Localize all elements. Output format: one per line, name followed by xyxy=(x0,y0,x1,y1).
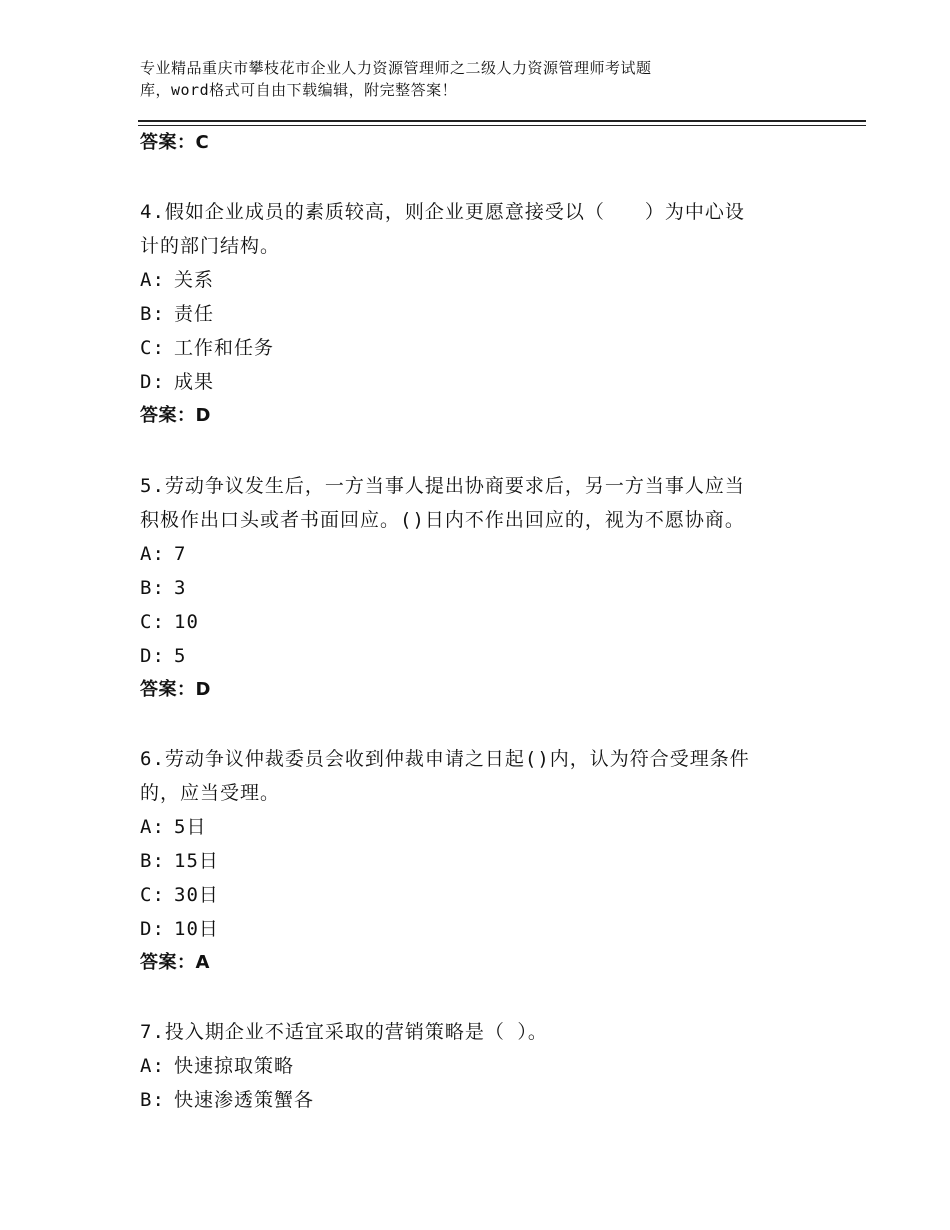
question-text: 7.投入期企业不适宜采取的营销策略是（ ）。 xyxy=(140,1021,548,1043)
option-label: D: xyxy=(140,371,165,393)
option-text: 5日 xyxy=(174,816,207,838)
option-c xyxy=(140,882,219,908)
option-b xyxy=(140,848,219,874)
option-label: A: xyxy=(140,269,165,291)
option-text: 关系 xyxy=(174,269,215,291)
answer: 答案：D xyxy=(140,405,211,426)
option-c xyxy=(140,609,199,635)
option-label: B: xyxy=(140,850,165,872)
question-text-cont: 的，应当受理。 xyxy=(140,782,281,804)
option-label: D: xyxy=(140,918,165,940)
option-c xyxy=(140,335,274,361)
option-text: 责任 xyxy=(174,303,215,325)
option-text: 成果 xyxy=(174,371,215,393)
option-b xyxy=(140,301,214,327)
header-rule-thick xyxy=(138,120,866,122)
option-label: B: xyxy=(140,1089,165,1111)
question-text: 6.劳动争议仲裁委员会收到仲裁申请之日起()内，认为符合受理条件 xyxy=(140,748,750,770)
option-label: D: xyxy=(140,645,165,667)
option-a xyxy=(140,541,186,567)
question-text: 4.假如企业成员的素质较高，则企业更愿意接受以（ ）为中心设 xyxy=(140,201,745,223)
answer: 答案：D xyxy=(140,679,211,700)
option-d xyxy=(140,916,219,942)
option-text: 5 xyxy=(174,645,187,667)
document-header xyxy=(140,57,780,101)
option-b xyxy=(140,575,186,601)
option-d xyxy=(140,369,214,395)
header-line-1: 专业精品重庆市攀枝花市企业人力资源管理师之二级人力资源管理师考试题 xyxy=(140,59,652,77)
option-a xyxy=(140,267,214,293)
option-a xyxy=(140,1053,294,1079)
previous-answer: 答案：C xyxy=(140,132,210,153)
option-label: C: xyxy=(140,884,165,906)
option-text: 3 xyxy=(174,577,187,599)
question-text-cont: 积极作出口头或者书面回应。()日内不作出回应的，视为不愿协商。 xyxy=(140,509,745,531)
option-label: A: xyxy=(140,1055,165,1077)
option-label: A: xyxy=(140,816,165,838)
option-text: 10 xyxy=(174,611,199,633)
option-label: A: xyxy=(140,543,165,565)
answer: 答案：A xyxy=(140,952,210,973)
option-text: 10日 xyxy=(174,918,219,940)
option-label: B: xyxy=(140,303,165,325)
option-text: 15日 xyxy=(174,850,219,872)
option-text: 30日 xyxy=(174,884,219,906)
option-text: 快速掠取策略 xyxy=(174,1055,295,1077)
option-label: B: xyxy=(140,577,165,599)
question-text: 5.劳动争议发生后，一方当事人提出协商要求后，另一方当事人应当 xyxy=(140,475,745,497)
header-line-2: 库，word格式可自由下载编辑，附完整答案！ xyxy=(140,81,458,99)
option-text: 工作和任务 xyxy=(174,337,275,359)
header-rule-thin xyxy=(138,125,866,126)
option-label: C: xyxy=(140,611,165,633)
option-text: 快速渗透策蟹各 xyxy=(174,1089,315,1111)
question-text-cont: 计的部门结构。 xyxy=(140,235,281,257)
option-label: C: xyxy=(140,337,165,359)
option-text: 7 xyxy=(174,543,187,565)
option-d xyxy=(140,643,186,669)
option-b xyxy=(140,1087,314,1113)
option-a xyxy=(140,814,206,840)
